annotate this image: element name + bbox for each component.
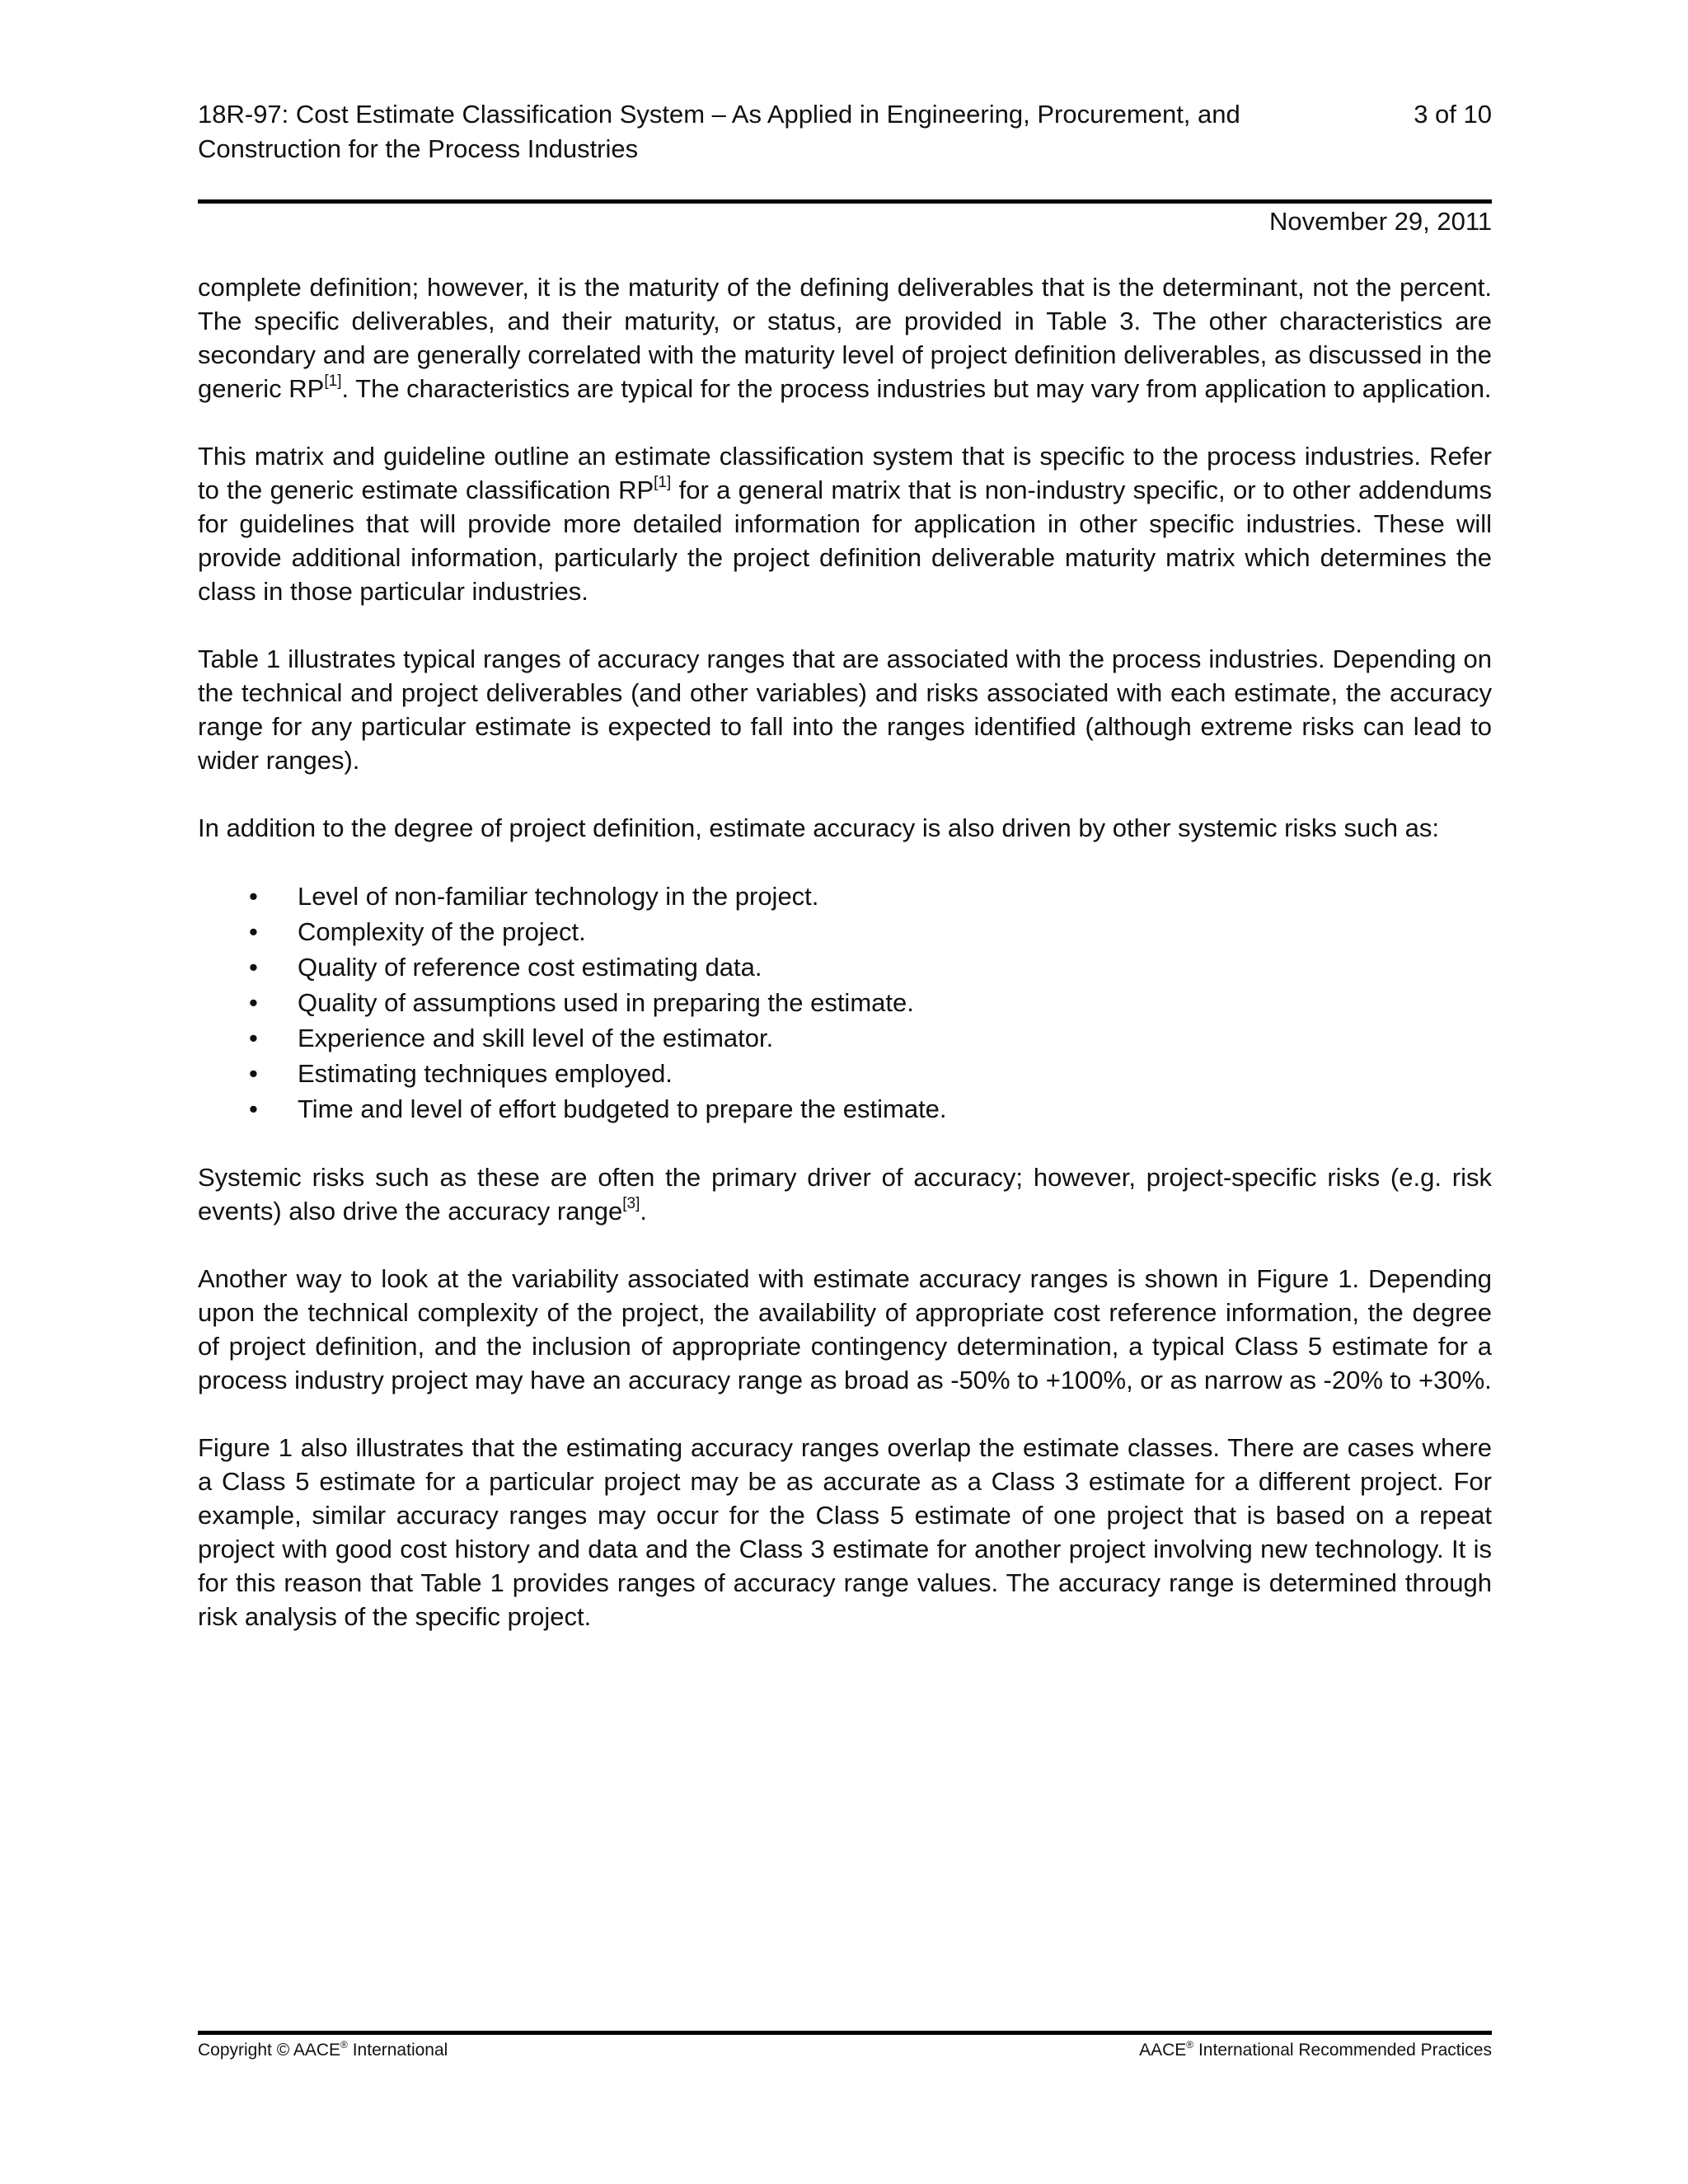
systemic-risks-list [198, 879, 1492, 1127]
paragraph-4: In addition to the degree of project definition, estimate accuracy is also driven by other systemic risks such as: [198, 813, 1439, 842]
paragraph-2-text-a: This matrix and guideline outline an estimate classification system that is specific to the process industries. Refer to the generic estimate classification RP [198, 442, 1492, 504]
bullet-icon: • [249, 882, 258, 911]
paragraph-1-text-b: . The characteristics are typical for the process industries but may vary from application to application. [341, 374, 1492, 403]
bullet-icon: • [249, 953, 258, 982]
list-item: • Experience and skill level of the estimator. [198, 1020, 1492, 1056]
bullet-icon: • [249, 1059, 258, 1088]
page-header [198, 97, 1492, 166]
paragraph-5-text-b: . [640, 1197, 647, 1226]
list-item: • Quality of assumptions used in preparing the estimate. [198, 985, 1492, 1020]
paragraph-2 [198, 439, 1492, 608]
document-title-line-2: Construction for the Process Industries [198, 134, 639, 163]
footer-rule [198, 2031, 1492, 2035]
document-body [198, 270, 1492, 1667]
paragraph-2-text-b: for a general matrix that is non-industry specific, or to other addendums for guidelines that will provide more detailed information for application in other specific industries. These will provide additional information, particularly the project definition deliverable maturity matrix which determines the class in those particular industries. [198, 476, 1492, 606]
bullet-icon: • [249, 1024, 258, 1052]
list-item: • Time and level of effort budgeted to prepare the estimate. [198, 1091, 1492, 1127]
bullet-icon: • [249, 1094, 258, 1123]
paragraph-3: Table 1 illustrates typical ranges of accuracy ranges that are associated with the process industries. Depending on the technical and project deliverables (and other variables) and risks associated with each estimate, the accuracy range for any particular estimate is expected to fall into the ranges identified (although extreme risks can lead to wider ranges). [198, 644, 1492, 775]
list-item: • Complexity of the project. [198, 914, 1492, 949]
paragraph-5-text-a: Systemic risks such as these are often the primary driver of accuracy; however, project-specific risks (e.g. risk events) also drive the accuracy range [198, 1163, 1492, 1226]
header-rule [198, 199, 1492, 204]
reference-3: [3] [622, 1195, 640, 1212]
list-item: • Level of non-familiar technology in the project. [198, 879, 1492, 914]
document-date: November 29, 2011 [1269, 207, 1492, 236]
document-title-line-1: 18R-97: Cost Estimate Classification System – As Applied in Engineering, Procurement, and [198, 100, 1240, 129]
bullet-icon: • [249, 917, 258, 946]
series-label: AACE® International Recommended Practices [1139, 2039, 1492, 2060]
paragraph-1-text-a: complete definition; however, it is the maturity of the defining deliverables that is the determinant, not the percent. The specific deliverables, and their maturity, or status, are provided in Table 3. The other characteristics are secondary and are generally correlated with the maturity level of project definition deliverables, as discussed in the generic RP [198, 273, 1492, 403]
list-item: • Estimating techniques employed. [198, 1056, 1492, 1091]
registered-mark: ® [340, 2039, 348, 2050]
paragraph-7: Figure 1 also illustrates that the estimating accuracy ranges overlap the estimate classes. There are cases where a Class 5 estimate for a particular project may be as accurate as a Class 3 estimate for a different project. For example, similar accuracy ranges may occur for the Class 5 estimate of one project that is based on a repeat project with good cost history and data and the Class 3 estimate for another project involving new technology. It is for this reason that Table 1 provides ranges of accuracy range values. The accuracy range is determined through risk analysis of the specific project. [198, 1433, 1492, 1631]
list-item: • Quality of reference cost estimating data. [198, 949, 1492, 985]
paragraph-6: Another way to look at the variability associated with estimate accuracy ranges is shown in Figure 1. Depending upon the technical complexity of the project, the availability of appropriate cost reference information, the degree of project definition, and the inclusion of appropriate contingency determination, a typical Class 5 estimate for a process industry project may have an accuracy range as broad as -50% to +100%, or as narrow as -20% to +30%. [198, 1264, 1492, 1394]
page-number: 3 of 10 [1414, 100, 1492, 129]
registered-mark: ® [1186, 2039, 1194, 2050]
document-title [198, 97, 1269, 166]
bullet-icon: • [249, 988, 258, 1017]
copyright-notice: Copyright © AACE® International [198, 2039, 448, 2060]
reference-1: [1] [654, 474, 672, 491]
paragraph-1 [198, 270, 1492, 405]
reference-1: [1] [324, 373, 342, 390]
paragraph-5 [198, 1160, 1492, 1228]
